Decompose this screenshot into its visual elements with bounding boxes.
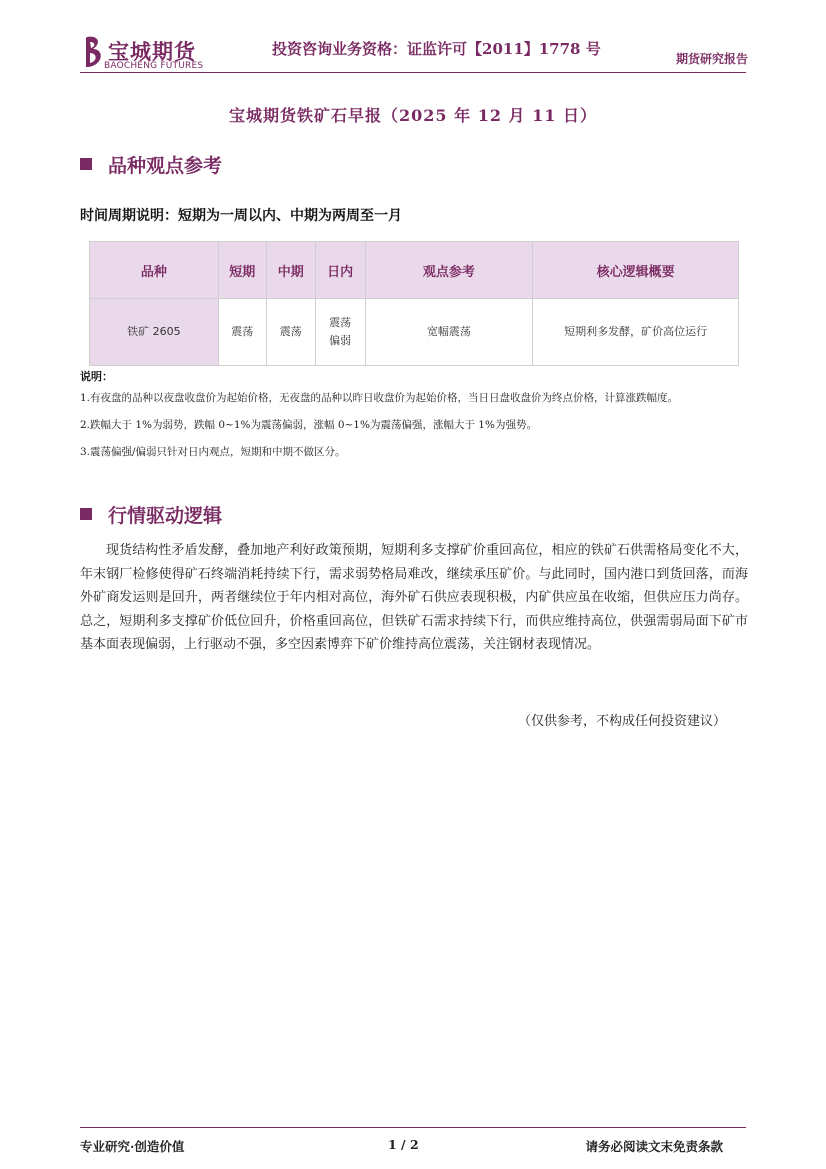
short-term-cell: 震荡	[218, 299, 266, 366]
note-item: 1.有夜盘的品种以夜盘收盘价为起始价格，无夜盘的品种以昨日收盘价为起始价格，当日日盘收盘价为终点价格，计算涨跌幅度。	[80, 392, 679, 404]
intraday-line-2: 偏弱	[329, 334, 352, 347]
report-title: 宝城期货铁矿石早报（2025 年 12 月 11 日）	[229, 106, 597, 125]
period-note: 时间周期说明：短期为一周以内、中期为两周至一月	[80, 208, 402, 224]
footer-divider	[80, 1127, 746, 1128]
section-square-icon	[80, 158, 92, 170]
header-cell: 品种	[90, 242, 219, 299]
market-logic-paragraph: 现货结构性矛盾发酵，叠加地产利好政策预期，短期利多支撑矿价重回高位，相应的铁矿石供需格局变化不大，年末钢厂检修使得矿石终端消耗持续下行，需求弱势格局难改，继续承压矿价。与此同时，国内港口到货回落，而海外矿商发运则是回升，两者继续位于年内相对高位，海外矿石供应表现积极，内矿供应虽在收缩，但供应压力尚存。总之，短期利多支撑矿价低位回升，价格重回高位，但铁矿石需求持续下行，而供应维持高位，供强需弱局面下矿市基本面表现偏弱，上行驱动不强，多空因素博弈下矿价维持高位震荡，关注钢材表现情况。	[80, 543, 748, 653]
logo-mark-icon	[82, 34, 106, 70]
view-table	[89, 241, 739, 366]
section-square-icon	[80, 508, 92, 520]
logo-english-name: BAOCHENG FUTURES	[104, 61, 204, 71]
section-heading-text: 行情驱动逻辑	[108, 505, 223, 527]
header-cell: 观点参考	[365, 242, 533, 299]
report-type: 期货研究报告	[675, 52, 748, 66]
header-divider	[80, 72, 746, 73]
table-header-row	[90, 242, 739, 299]
disclaimer-note: （仅供参考，不构成任何投资建议）	[517, 714, 726, 729]
section-heading-views	[80, 151, 222, 178]
footer-disclaimer-link[interactable]: 请务必阅读文末免责条款	[585, 1139, 723, 1154]
mid-term-cell: 震荡	[266, 299, 315, 366]
footer-slogan: 专业研究·创造价值	[80, 1139, 185, 1154]
note-item: 3.震荡偏强/偏弱只针对日内观点，短期和中期不做区分。	[80, 446, 346, 458]
header-cell: 短期	[218, 242, 266, 299]
notes-label: 说明：	[80, 370, 113, 383]
table-row	[90, 299, 739, 366]
section-heading-drivers	[80, 501, 222, 528]
header-cell: 日内	[315, 242, 365, 299]
intraday-cell	[315, 299, 365, 366]
note-item: 2.跌幅大于 1%为弱势，跌幅 0~1%为震荡偏弱，涨幅 0~1%为震荡偏强，涨幅大于 1%为强势。	[80, 419, 537, 431]
logo-chinese-name: 宝城期货	[108, 39, 196, 64]
notes-list	[80, 390, 746, 471]
header-cell: 中期	[266, 242, 315, 299]
variety-cell: 铁矿 2605	[90, 299, 219, 366]
qualification-text: 投资咨询业务资格：证监许可【2011】1778 号	[272, 40, 601, 58]
intraday-line-1: 震荡	[329, 316, 352, 329]
page-number: 1 / 2	[388, 1137, 419, 1152]
view-cell: 宽幅震荡	[365, 299, 533, 366]
company-logo	[82, 34, 212, 74]
section-heading-text: 品种观点参考	[108, 155, 223, 177]
header-cell: 核心逻辑概要	[533, 242, 739, 299]
page-header	[0, 0, 826, 80]
logic-cell: 短期利多发酵，矿价高位运行	[533, 299, 739, 366]
